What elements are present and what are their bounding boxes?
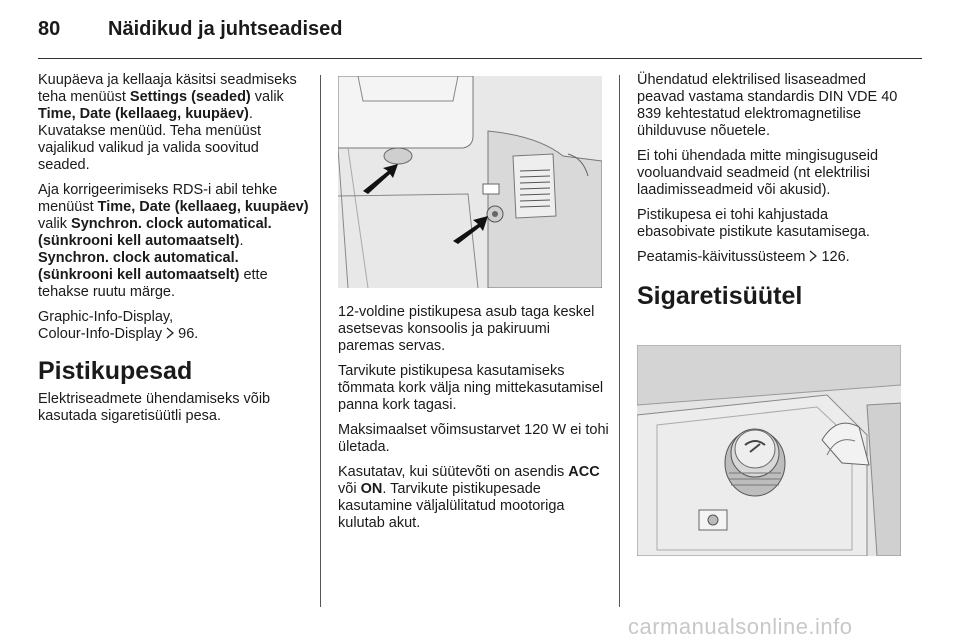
column-2 (338, 304, 610, 540)
paragraph-socket-cap: Tarvikute pistikupesa kasutamiseks tõmmata kork välja ning mittekasutamisel panna kork tagasi. (338, 363, 604, 413)
paragraph-rds-time: Aja korrigeerimiseks RDS-i abil tehke menüüst Time, Date (kellaaeg, kuupäev) valik Synchron. clock automatical. (sünkrooni kell automaatselt). Synchron. clock automatical. (sünkrooni kell automaatselt) ette tehakse ruutu märge. (38, 182, 309, 300)
section-heading-cigarette-lighter: Sigaretisüütel (637, 282, 803, 310)
column-3 (637, 72, 903, 316)
header-rule (38, 58, 922, 59)
cigarette-lighter-drawing (637, 345, 901, 556)
socket-location-illustration (338, 76, 602, 288)
page-header (38, 18, 343, 41)
paragraph-max-power: Maksimaalset võimsustarvet 120 W ei tohi ületada. (338, 422, 609, 455)
watermark: carmanualsonline.info (628, 614, 853, 639)
paragraph-stop-start-ref: Peatamis-käivitussüsteem 126. (637, 249, 850, 265)
cigarette-lighter-illustration (637, 345, 901, 556)
paragraph-no-damage: Pistikupesa ei tohi kahjustada ebasobivate pistikute kasutamisega. (637, 207, 870, 240)
chapter-title: Näidikud ja juhtseadised (108, 18, 343, 40)
paragraph-ignition: Kasutatav, kui süütevõti on asendis ACC või ON. Tarvikute pistikupesade kasutamine väljalülitatud mootoriga kulutab akut. (338, 464, 600, 531)
column-divider-1 (320, 75, 321, 607)
paragraph-display-ref: Graphic-Info-Display, Colour-Info-Display 96. (38, 309, 199, 342)
paragraph-emc: Ühendatud elektrilised lisaseadmed peavad vastama standardis DIN VDE 40 839 kehtestatud elektromagnetilise ühilduvuse nõuetele. (637, 72, 898, 139)
paragraph-no-power-sources: Ei tohi ühendada mitte mingisuguseid vooluandvaid seadmeid (nt elektrilisi laadimisseadmeid või akusid). (637, 148, 879, 198)
column-divider-2 (619, 75, 620, 607)
paragraph-sockets: Elektriseadmete ühendamiseks võib kasutada sigaretisüütli pesa. (38, 391, 271, 424)
section-heading-sockets: Pistikupesad (38, 357, 193, 385)
paragraph-socket-location: 12-voldine pistikupesa asub taga keskel asetsevas konsoolis ja pakiruumi paremas servas. (338, 304, 595, 354)
page-ref-arrow-icon (809, 250, 817, 262)
page-ref-arrow-icon (166, 327, 174, 339)
page-number: 80 (38, 18, 61, 40)
paragraph-manual-time: Kuupäeva ja kellaaja käsitsi seadmiseks teha menüüst Settings (seaded) valik Time, Date (kellaaeg, kuupäev). Kuvatakse menüüd. Teha menüüst vajalikud valikud ja valida soovitud seaded. (38, 72, 297, 173)
socket-location-drawing (338, 76, 602, 288)
column-1 (38, 72, 310, 433)
